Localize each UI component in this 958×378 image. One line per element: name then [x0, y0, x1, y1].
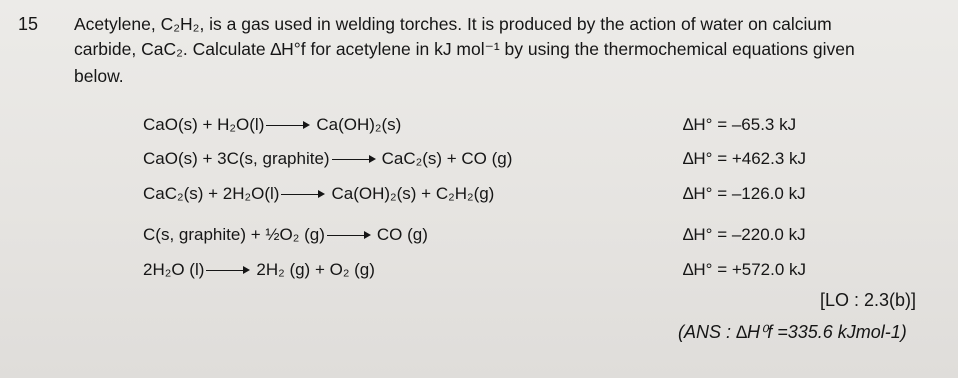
equation-4: [143, 225, 428, 245]
equation-3-enthalpy: ∆H° = –126.0 kJ: [683, 184, 806, 203]
equation-5-reactants: 2H₂O (l): [143, 260, 205, 279]
equation-5: [143, 260, 375, 280]
reaction-arrow-icon: [327, 230, 371, 240]
question-text-line-2: carbide, CaC₂. Calculate ∆H°f for acetylene in kJ mol⁻¹ by using the thermochemical equations given: [74, 39, 855, 59]
equation-1-reactants: CaO(s) + H₂O(l): [143, 115, 265, 134]
equation-1-enthalpy: ∆H° = –65.3 kJ: [683, 115, 797, 134]
question-number: 15: [18, 14, 39, 34]
equation-2-products: CaC₂(s) + CO (g): [381, 149, 513, 168]
equation-3: [143, 184, 494, 204]
equation-1: [143, 115, 401, 135]
question-text-line-1: Acetylene, C₂H₂, is a gas used in welding torches. It is produced by the action of water on calcium: [74, 14, 832, 34]
learning-outcome-tag: [LO : 2.3(b)]: [820, 290, 917, 310]
reaction-arrow-icon: [266, 120, 310, 130]
equation-4-reactants: C(s, graphite) + ½O₂ (g): [143, 225, 325, 244]
answer-text: (ANS : ∆H⁰f =335.6 kJmol-1): [678, 322, 907, 342]
equation-1-products: Ca(OH)₂(s): [316, 115, 402, 134]
reaction-arrow-icon: [206, 265, 250, 275]
equation-5-enthalpy: ∆H° = +572.0 kJ: [683, 260, 807, 279]
equation-2-reactants: CaO(s) + 3C(s, graphite): [143, 149, 330, 168]
equation-5-products: 2H₂ (g) + O₂ (g): [256, 260, 375, 279]
equation-3-products: Ca(OH)₂(s) + C₂H₂(g): [331, 184, 495, 203]
equation-2: [143, 149, 512, 169]
equation-4-products: CO (g): [376, 225, 428, 244]
reaction-arrow-icon: [332, 154, 376, 164]
equation-3-reactants: CaC₂(s) + 2H₂O(l): [143, 184, 280, 203]
equation-4-enthalpy: ∆H° = –220.0 kJ: [683, 225, 806, 244]
equation-2-enthalpy: ∆H° = +462.3 kJ: [683, 149, 807, 168]
question-text-line-3: below.: [74, 66, 124, 86]
reaction-arrow-icon: [281, 189, 325, 199]
